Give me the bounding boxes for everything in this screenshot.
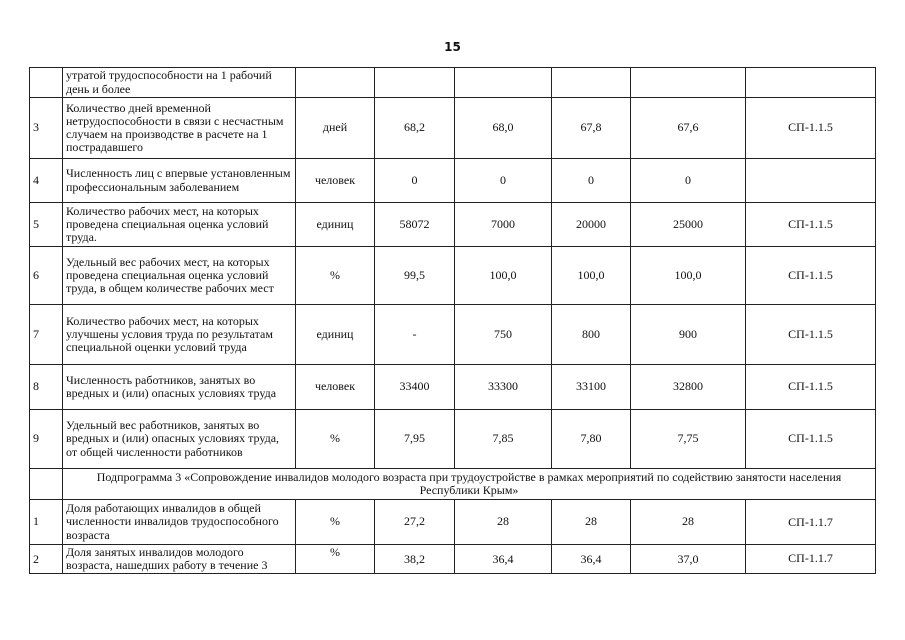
- unit: человек: [296, 365, 375, 410]
- reference-code: СП-1.1.5: [746, 410, 876, 469]
- subprogram-row: [30, 469, 876, 500]
- value-2: 750: [455, 305, 552, 365]
- value-2: 100,0: [455, 247, 552, 305]
- table-row: [30, 365, 876, 410]
- indicator-name: утратой трудоспособности на 1 рабочий день и более: [63, 68, 296, 98]
- indicator-name: Удельный вес рабочих мест, на которых проведена специальная оценка условий труда, в общем количестве рабочих мест: [63, 247, 296, 305]
- value-1: 33400: [375, 365, 455, 410]
- indicator-name: Доля работающих инвалидов в общей численности инвалидов трудоспособного возраста: [63, 500, 296, 545]
- value-4: 900: [631, 305, 746, 365]
- unit: %: [296, 410, 375, 469]
- value-4: [631, 68, 746, 98]
- value-4: 32800: [631, 365, 746, 410]
- indicator-name: Численность лиц с впервые установленным профессиональным заболеванием: [63, 159, 296, 203]
- value-1: 27,2: [375, 500, 455, 545]
- value-1: 68,2: [375, 98, 455, 159]
- table-row: [30, 500, 876, 545]
- reference-code: СП-1.1.7: [746, 500, 876, 545]
- reference-code: [746, 68, 876, 98]
- unit: единиц: [296, 305, 375, 365]
- reference-code: [746, 159, 876, 203]
- value-2: 68,0: [455, 98, 552, 159]
- indicator-name: Количество рабочих мест, на которых улучшены условия труда по результатам специальной оценки условий труда: [63, 305, 296, 365]
- row-number: 1: [30, 500, 63, 545]
- indicator-name: Количество дней временной нетрудоспособности в связи с несчастным случаем на производстве в расчете на 1 пострадавшего: [63, 98, 296, 159]
- subprogram-title: Подпрограмма 3 «Сопровождение инвалидов молодого возраста при трудоустройстве в рамках мероприятий по содействию занятости населения Республики Крым»: [63, 469, 876, 500]
- table-row: [30, 305, 876, 365]
- row-number: 3: [30, 98, 63, 159]
- value-1: 99,5: [375, 247, 455, 305]
- value-2: 7,85: [455, 410, 552, 469]
- value-3: 100,0: [552, 247, 631, 305]
- row-number: 9: [30, 410, 63, 469]
- value-3: 33100: [552, 365, 631, 410]
- row-number: 5: [30, 203, 63, 247]
- unit: %: [296, 247, 375, 305]
- value-1: 58072: [375, 203, 455, 247]
- value-4: 7,75: [631, 410, 746, 469]
- indicator-name: Численность работников, занятых во вредных и (или) опасных условиях труда: [63, 365, 296, 410]
- value-2: 28: [455, 500, 552, 545]
- row-number: [30, 469, 63, 500]
- value-3: 800: [552, 305, 631, 365]
- unit: %: [296, 545, 375, 574]
- value-2: 7000: [455, 203, 552, 247]
- reference-code: СП-1.1.5: [746, 247, 876, 305]
- table-row: [30, 98, 876, 159]
- table-row: [30, 545, 876, 574]
- value-3: 36,4: [552, 545, 631, 574]
- row-number: 2: [30, 545, 63, 574]
- value-4: 67,6: [631, 98, 746, 159]
- value-3: 28: [552, 500, 631, 545]
- unit: дней: [296, 98, 375, 159]
- table-row: [30, 203, 876, 247]
- row-number: 7: [30, 305, 63, 365]
- table-row: [30, 247, 876, 305]
- reference-code: СП-1.1.7: [746, 545, 876, 574]
- unit: человек: [296, 159, 375, 203]
- value-4: 37,0: [631, 545, 746, 574]
- row-number: [30, 68, 63, 98]
- unit: единиц: [296, 203, 375, 247]
- value-1: 38,2: [375, 545, 455, 574]
- reference-code: СП-1.1.5: [746, 305, 876, 365]
- page-number: 15: [444, 40, 461, 54]
- value-3: 7,80: [552, 410, 631, 469]
- row-number: 8: [30, 365, 63, 410]
- reference-code: СП-1.1.5: [746, 98, 876, 159]
- value-2: 0: [455, 159, 552, 203]
- row-number: 4: [30, 159, 63, 203]
- indicator-name: Удельный вес работников, занятых во вредных и (или) опасных условиях труда, от общей численности работников: [63, 410, 296, 469]
- indicator-name: Доля занятых инвалидов молодого возраста, нашедших работу в течение 3: [63, 545, 296, 574]
- value-1: 0: [375, 159, 455, 203]
- indicators-table: [29, 67, 876, 574]
- value-4: 100,0: [631, 247, 746, 305]
- reference-code: СП-1.1.5: [746, 365, 876, 410]
- value-3: 20000: [552, 203, 631, 247]
- indicator-name: Количество рабочих мест, на которых проведена специальная оценка условий труда.: [63, 203, 296, 247]
- table-row: [30, 159, 876, 203]
- value-3: 0: [552, 159, 631, 203]
- value-1: 7,95: [375, 410, 455, 469]
- unit: %: [296, 500, 375, 545]
- unit: [296, 68, 375, 98]
- value-3: [552, 68, 631, 98]
- value-3: 67,8: [552, 98, 631, 159]
- value-4: 28: [631, 500, 746, 545]
- value-1: [375, 68, 455, 98]
- reference-code: СП-1.1.5: [746, 203, 876, 247]
- value-2: 36,4: [455, 545, 552, 574]
- value-4: 25000: [631, 203, 746, 247]
- table-row: [30, 410, 876, 469]
- table-row: [30, 68, 876, 98]
- value-2: [455, 68, 552, 98]
- row-number: 6: [30, 247, 63, 305]
- value-2: 33300: [455, 365, 552, 410]
- value-4: 0: [631, 159, 746, 203]
- value-1: -: [375, 305, 455, 365]
